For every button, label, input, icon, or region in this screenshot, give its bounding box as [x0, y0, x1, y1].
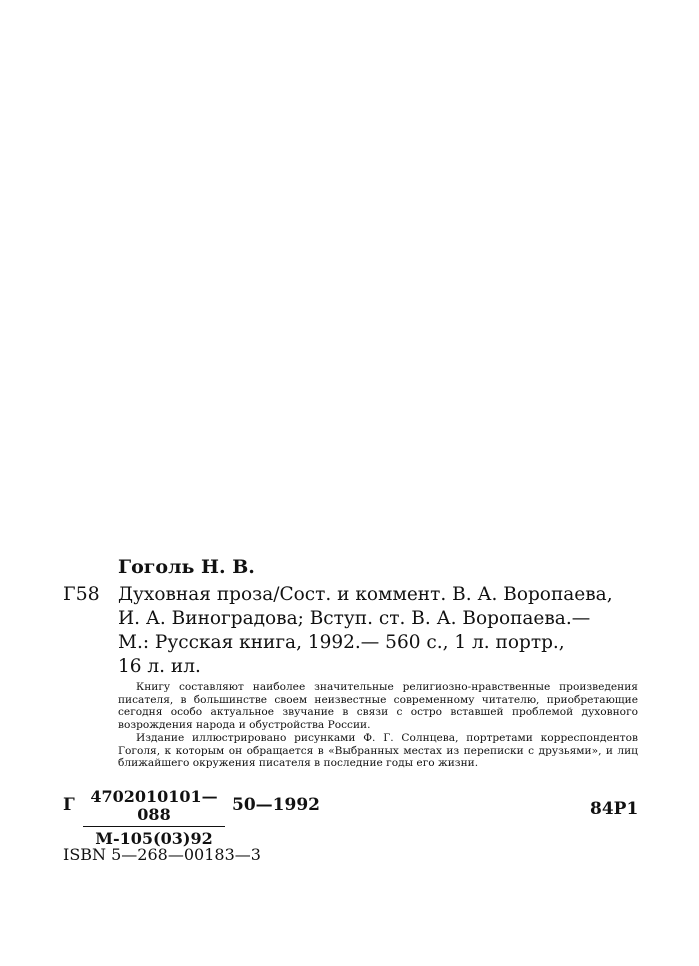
classification-code: Г58 [63, 583, 100, 605]
author-name: Гоголь Н. В. [118, 556, 255, 578]
index-letter: Г [63, 795, 75, 815]
fraction-bar [83, 826, 225, 827]
annotation-paragraph: Издание иллюстрировано рисунками Ф. Г. Солнцева, портретами корреспондентов Гоголя, к которым он обращается в «Выбранных местах из переписки с друзьями», и лиц ближайшего окружения писателя в последние годы его жизни. [118, 731, 638, 770]
bbk-code: 84Р1 [590, 799, 639, 819]
fraction-numerator: 4702010101—088 [90, 787, 218, 824]
isbn: ISBN 5—268—00183—3 [63, 845, 261, 864]
description-line: Духовная проза/Сост. и коммент. В. А. Воропаева, [118, 584, 613, 605]
description-line: 16 л. ил. [118, 656, 201, 677]
index-fraction [83, 788, 225, 848]
annotation-paragraph: Книгу составляют наиболее значительные религиозно-нравственные произведения писателя, в большинстве своем неизвестные современному читателю, приобретающие сегодня особо актуальное звучание в связи с остро вставшей проблемой духовного возрождения народа и обустройства России. [118, 681, 638, 732]
description-line: И. А. Виноградова; Вступ. ст. В. А. Воропаева.— [118, 608, 591, 629]
annotation [118, 681, 638, 770]
year-code: 50—1992 [232, 795, 320, 815]
description-line: М.: Русская книга, 1992.— 560 с., 1 л. портр., [118, 632, 565, 653]
bibliographic-description [118, 583, 638, 679]
fraction-denominator: М-105(03)92 [95, 829, 213, 848]
